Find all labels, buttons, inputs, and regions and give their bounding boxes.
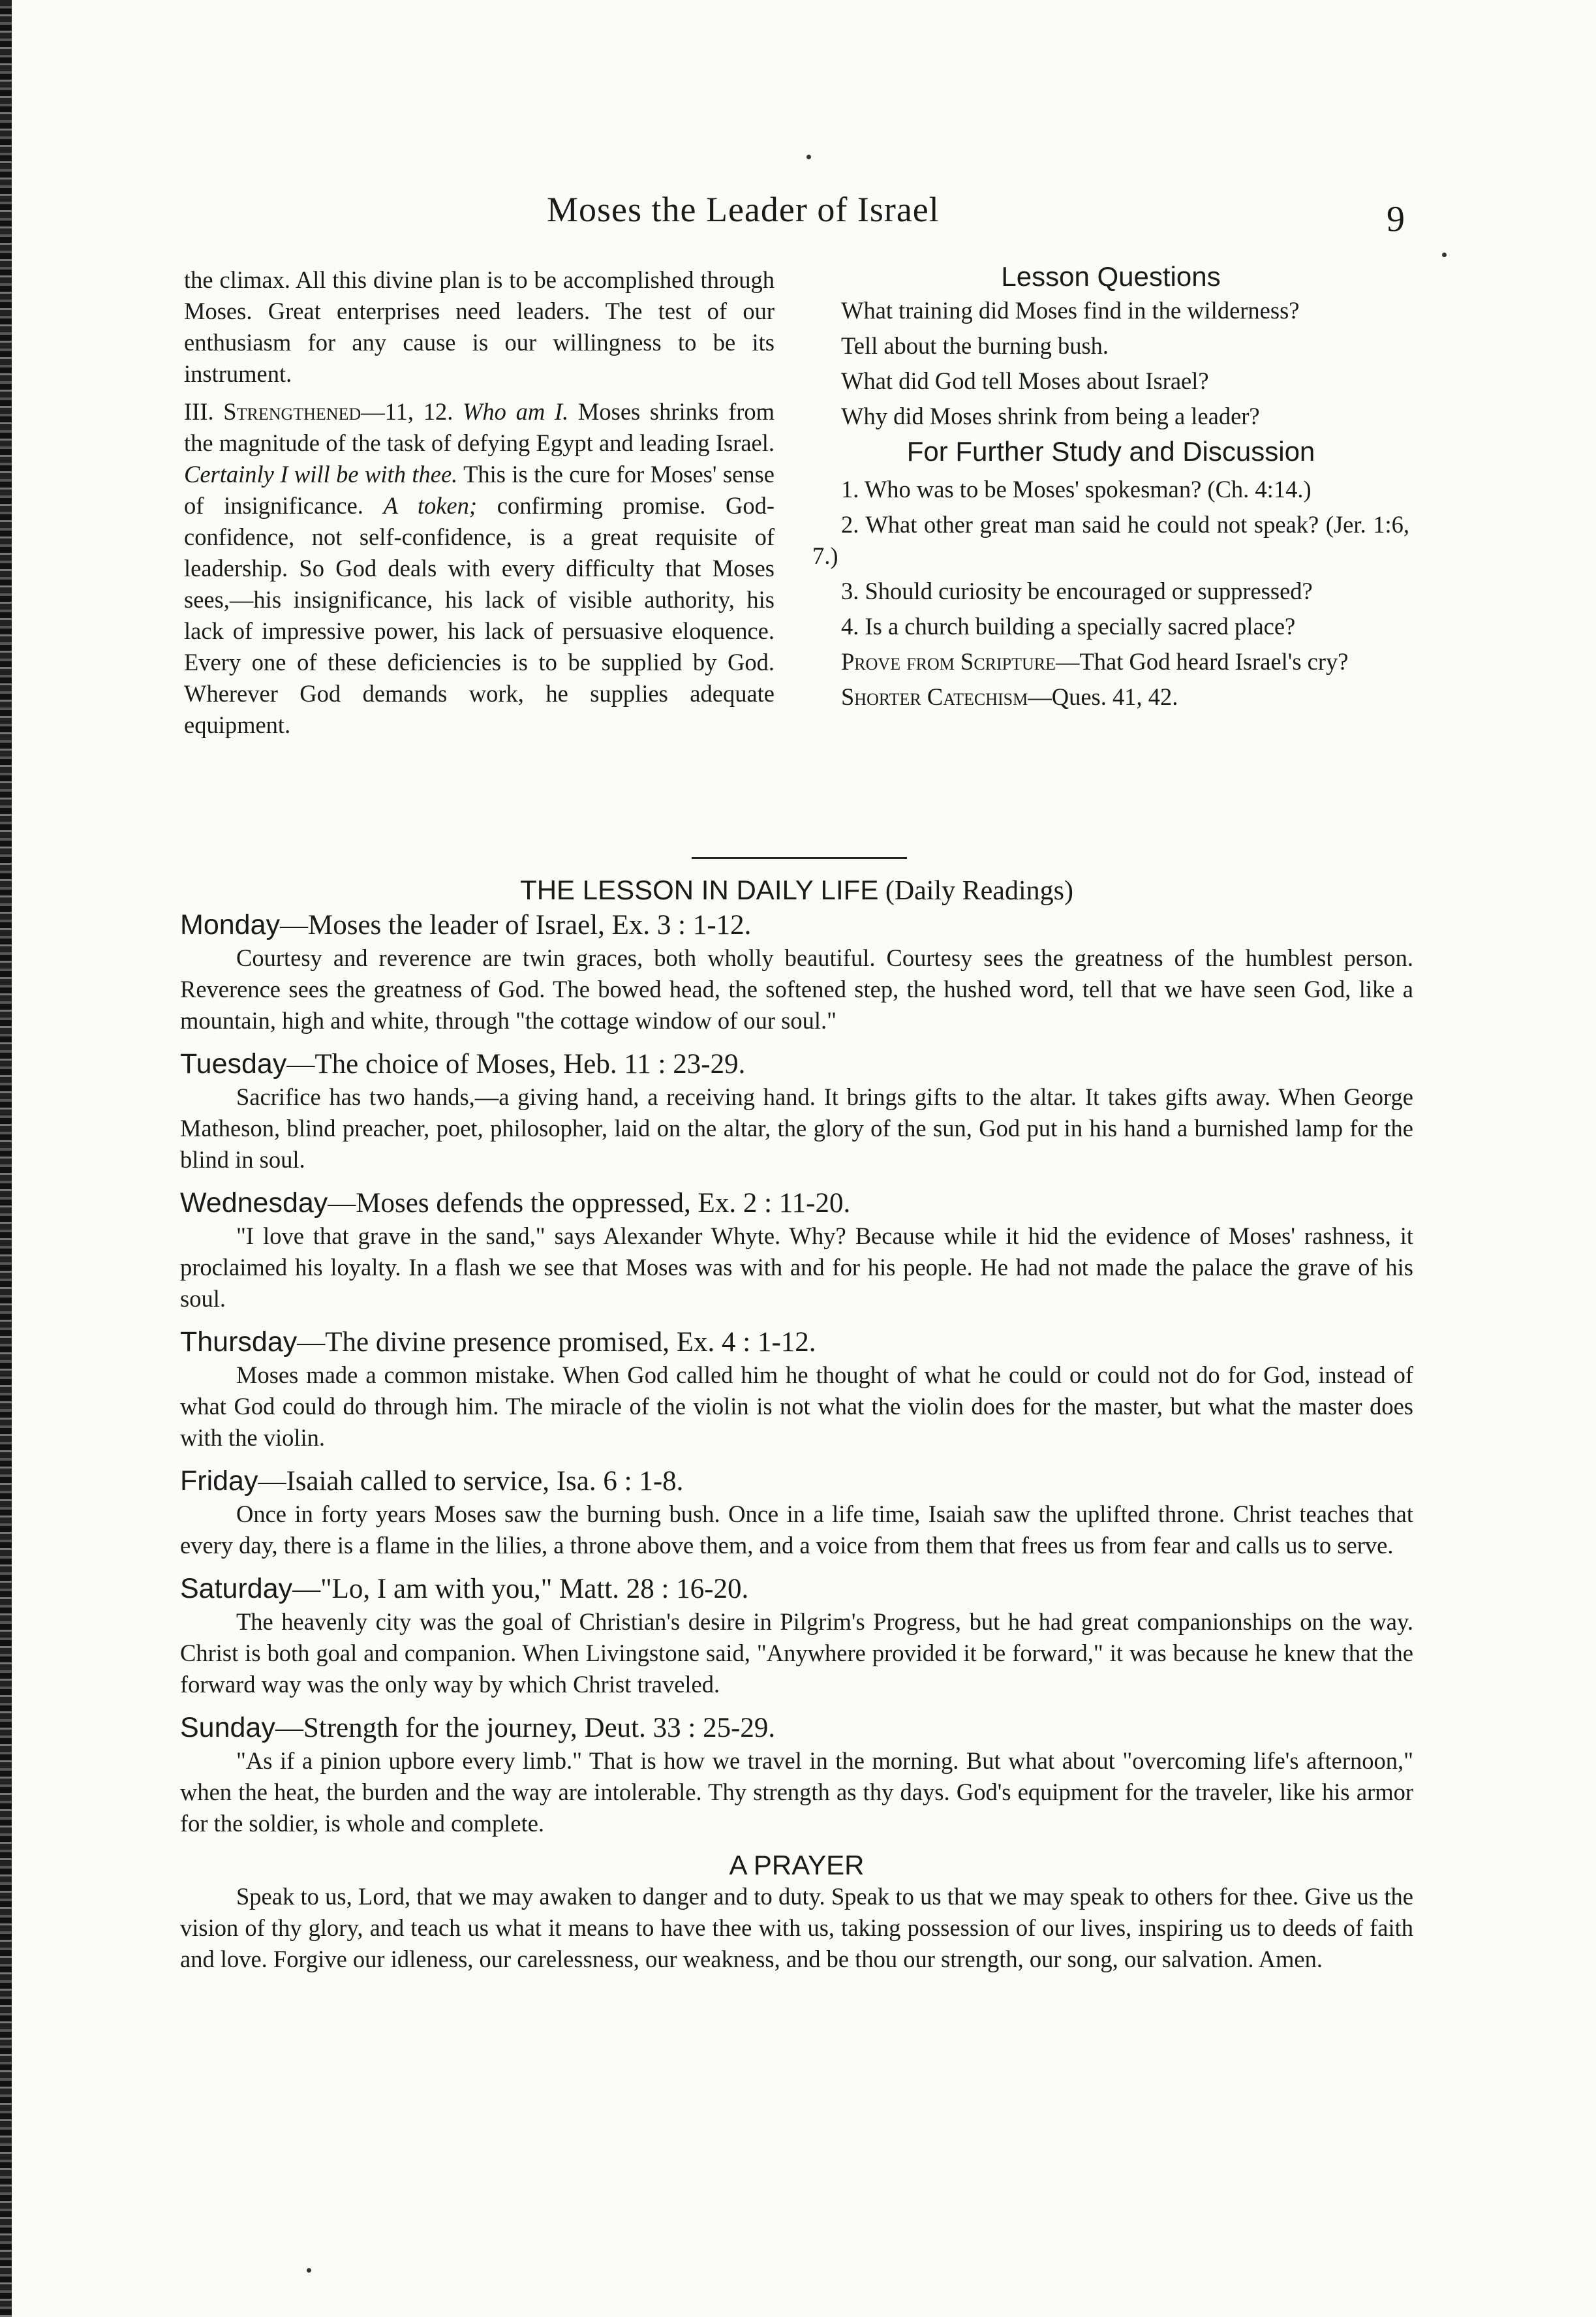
day-name: Saturday	[180, 1573, 293, 1604]
scan-speck	[307, 2268, 311, 2273]
day-name: Monday	[180, 909, 280, 941]
day-title: —Isaiah called to service, Isa. 6 : 1-8.	[258, 1466, 684, 1497]
scan-speck	[806, 155, 811, 159]
day-name: Thursday	[180, 1326, 298, 1358]
day-text: Once in forty years Moses saw the burning bush. Once in a life time, Isaiah saw the uplifted throne. Christ teaches that every day, there is a flame in the lilies, a throne above them, and a voice from them that frees us from fear and calls us to serve.	[180, 1501, 1413, 1559]
question-item: What did God tell Moses about Israel?	[841, 367, 1209, 394]
day-name: Friday	[180, 1465, 258, 1497]
further-item: 3. Should curiosity be encouraged or suppressed?	[841, 578, 1313, 604]
catechism-text: —Ques. 41, 42.	[1028, 683, 1178, 710]
day-title: —Strength for the journey, Deut. 33 : 25-29.	[275, 1713, 776, 1743]
paragraph-climax: the climax. All this divine plan is to be accomplished through Moses. Great enterprises need leaders. The test of our enthusiasm for any cause is our willingness to be its instrument.	[184, 266, 775, 387]
reading-monday	[180, 908, 1413, 1036]
paragraph-strengthened	[184, 396, 775, 741]
question-item: Why did Moses shrink from being a leader?	[841, 403, 1260, 429]
day-text: "As if a pinion upbore every limb." That is how we travel in the morning. But what about "overcoming life's afternoon," when the heat, the burden and the way are intolerable. Thy strength as thy days. God's equipment for the traveler, like his armor for the soldier, is whole and complete.	[180, 1747, 1413, 1837]
reading-thursday	[180, 1325, 1413, 1454]
page-number: 9	[1387, 199, 1405, 240]
section-ref: —11, 12.	[361, 398, 453, 425]
text-shrinks: Moses shrinks from the magnitude of the task of defying Egypt and leading Israel.	[184, 398, 775, 456]
section-number: III.	[184, 398, 214, 425]
day-title: —"Lo, I am with you," Matt. 28 : 16-20.	[292, 1574, 749, 1604]
reading-friday	[180, 1464, 1413, 1561]
day-text: "I love that grave in the sand," says Alexander Whyte. Why? Because while it hid the evidence of Moses' rashness, it proclaimed his loyalty. In a flash we see that Moses was with and for his people. He had not made the palace the grave of his soul.	[180, 1222, 1413, 1312]
reading-tuesday	[180, 1047, 1413, 1175]
daily-heading-main: THE LESSON IN DAILY LIFE	[520, 875, 879, 905]
day-text: Moses made a common mistake. When God called him he thought of what he could or could not do for God, instead of what God could do through him. The miracle of the violin is not what the violin does for the master, but what the master does with the violin.	[180, 1361, 1413, 1451]
lesson-questions-heading: Lesson Questions	[1001, 261, 1221, 292]
day-name: Wednesday	[180, 1187, 328, 1219]
shorter-catechism	[812, 681, 1409, 713]
page-header	[0, 189, 1596, 241]
day-title: —The choice of Moses, Heb. 11 : 23-29.	[286, 1049, 746, 1080]
section-divider	[692, 857, 907, 859]
further-study-heading: For Further Study and Discussion	[906, 436, 1315, 467]
scanned-binding-edge	[0, 0, 12, 2317]
reading-wednesday	[180, 1186, 1413, 1314]
further-item: 2. What other great man said he could not speak? (Jer. 1:6, 7.)	[812, 511, 1409, 569]
scan-speck	[1442, 253, 1447, 257]
day-title: —Moses defends the oppressed, Ex. 2 : 11-20.	[328, 1188, 851, 1219]
day-name: Tuesday	[180, 1048, 287, 1080]
further-item: 4. Is a church building a specially sacred place?	[841, 613, 1296, 640]
reading-sunday	[180, 1711, 1413, 1839]
quote-who-am-i: Who am I.	[463, 398, 569, 425]
catechism-label: Shorter Catechism	[841, 683, 1028, 710]
day-title: —The divine presence promised, Ex. 4 : 1-12.	[297, 1327, 816, 1358]
further-item: 1. Who was to be Moses' spokesman? (Ch. 4:14.)	[841, 476, 1312, 503]
text-confirming: confirming promise. God-confidence, not self-confidence, is a great requisite of leadership. So God deals with every difficulty that Moses sees,—his insignificance, his lack of visible authority, his lack of impressive power, his lack of persuasive eloquence. Every one of these deficiencies is to be supplied by God. Wherever God demands work, he supplies adequate equipment.	[184, 492, 775, 738]
day-name: Sunday	[180, 1712, 275, 1743]
prayer-heading: A PRAYER	[729, 1850, 865, 1880]
question-item: What training did Moses find in the wilderness?	[841, 297, 1300, 324]
text-cure: This is the cure for Moses' sense of insignificance.	[184, 461, 775, 519]
prove-from-scripture	[812, 646, 1409, 677]
running-title: Moses the Leader of Israel	[547, 190, 940, 229]
reading-saturday	[180, 1572, 1413, 1700]
day-text: The heavenly city was the goal of Christian's desire in Pilgrim's Progress, but he had great companionships on the way. Christ is both goal and companion. When Livingstone said, "Anywhere provided it be forward," it was because he knew that the forward way was the only way by which Christ traveled.	[180, 1608, 1413, 1698]
day-text: Courtesy and reverence are twin graces, both wholly beautiful. Courtesy sees the greatness of the humblest person. Reverence sees the greatness of God. The bowed head, the softened step, the hushed word, tell that we have seen God, like a mountain, high and white, through "the cottage window of our soul."	[180, 944, 1413, 1034]
question-item: Tell about the burning bush.	[841, 332, 1109, 359]
daily-heading-sub: (Daily Readings)	[885, 876, 1073, 906]
right-column	[812, 261, 1409, 717]
left-column	[184, 264, 775, 747]
section-label: Strengthened	[223, 398, 361, 425]
quote-token: A token;	[383, 492, 478, 519]
daily-readings-section	[180, 875, 1413, 1975]
quote-certainly: Certainly I will be with thee.	[184, 461, 458, 488]
prove-label: Prove from Scripture	[841, 648, 1056, 675]
day-title: —Moses the leader of Israel, Ex. 3 : 1-12.	[279, 910, 752, 941]
prove-text: —That God heard Israel's cry?	[1056, 648, 1349, 675]
day-text: Sacrifice has two hands,—a giving hand, a receiving hand. It brings gifts to the altar. It takes gifts away. When George Matheson, blind preacher, poet, philosopher, laid on the altar, the glory of the sun, God put in his hand a burnished lamp for the blind in soul.	[180, 1083, 1413, 1173]
daily-readings-heading	[180, 875, 1413, 907]
prayer-text: Speak to us, Lord, that we may awaken to danger and to duty. Speak to us that we may speak to others for thee. Give us the vision of thy glory, and teach us what it means to have thee with us, taking possession of our lives, inspiring us to deeds of faith and love. Forgive our idleness, our carelessness, our weakness, and be thou our strength, our song, our salvation. Amen.	[180, 1883, 1413, 1972]
